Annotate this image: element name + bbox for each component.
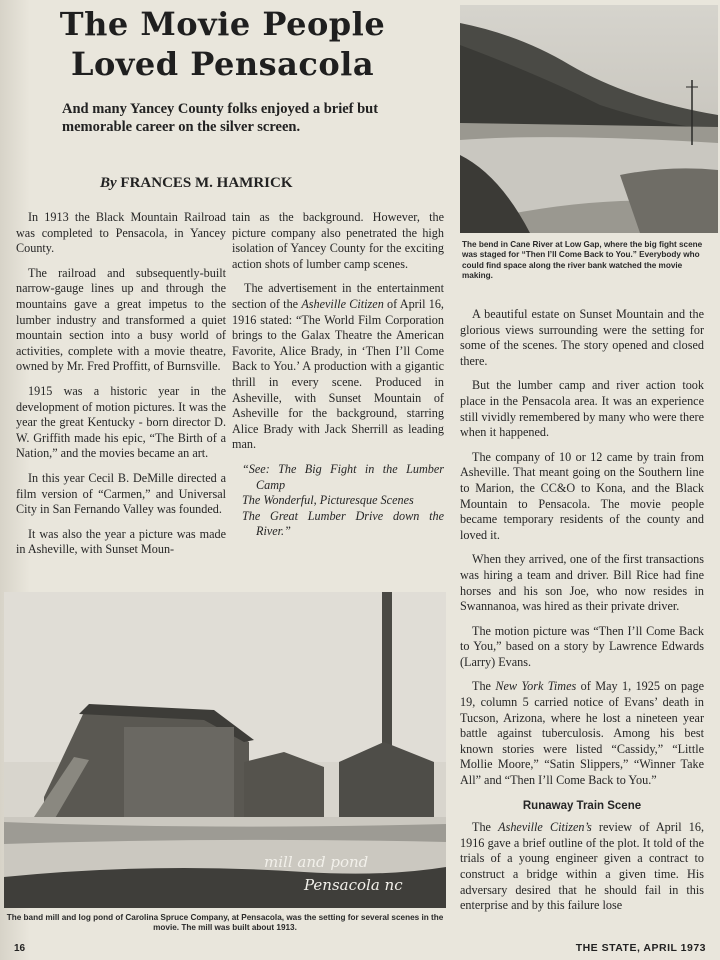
- paragraph: In 1913 the Black Mountain Railroad was completed to Pensacola, in Yancey County.: [16, 210, 226, 256]
- text-column-1: [16, 210, 226, 567]
- advertisement-quote: [242, 462, 444, 540]
- title-line-1: The Movie People: [59, 5, 386, 43]
- byline: [100, 175, 400, 192]
- photo-inscription-2: Pensacola nc: [304, 876, 403, 894]
- text-column-2: [232, 210, 444, 540]
- paragraph: The advertisement in the entertainment section of the Asheville Citizen of April 16, 1916 stated: “The World Film Corporation brings to the Galax Theatre the American Favorite, Alice Brady, in ‘Then I’ll Come Back to You.’ A production with a gigantic thrill in every scene. Produced in Asheville, with Sunset Mountain of Asheville for the background, starring Alice Brady with Jack Sherrill as leading man.: [232, 281, 444, 452]
- text-column-3: [460, 307, 704, 923]
- paragraph: 1915 was a historic year in the development of motion pictures. It was the year the great Kentucky - born director D. W. Griffith made his epic, “The Birth of a Nation,” and the movies became an art.: [16, 383, 226, 461]
- publication-name: Asheville Citizen’s: [498, 820, 592, 835]
- paragraph: The railroad and subsequently-built narrow-gauge lines up and through the mountains gave a great impetus to the lumber industry and transformed a quiet mountain section into a busy world of activities, complete with a movie theatre, owned by Mr. Fred Proffitt, of Burnsville.: [16, 265, 226, 374]
- section-heading: Runaway Train Scene: [522, 799, 642, 812]
- magazine-issue: THE STATE, APRIL 1973: [575, 942, 706, 954]
- publication-name: New York Times: [495, 679, 577, 694]
- quote-line: The Wonderful, Picturesque Scenes: [242, 493, 414, 508]
- article-title: [30, 4, 415, 84]
- paragraph: The company of 10 or 12 came by train from Asheville. That meant going on the Southern line to Marion, the CC&O to Kona, and the Black Mountain to Pensacola. The movie people became temporary residents of the county and loved it.: [460, 449, 704, 542]
- photo-caption-top: The bend in Cane River at Low Gap, where the big fight scene was staged for “Then I’ll Come Back to You.” Everybody who could find space along the river bank watched the movie making.: [462, 240, 703, 280]
- paragraph: tain as the background. However, the picture company also penetrated the high isolation of Yancey County for the exciting action shots of lumber camp scenes.: [232, 210, 444, 271]
- article-subtitle: And many Yancey County folks enjoyed a brief but memorable career on the silver screen.: [62, 101, 379, 135]
- mill-photo-illustration: [4, 592, 446, 908]
- photo-inscription-1: mill and pond: [264, 853, 369, 871]
- publication-name: Asheville Citizen: [301, 296, 384, 311]
- paragraph: In this year Cecil B. DeMille directed a film version of “Carmen,” and Universal City in San Fernando Valley was founded.: [16, 470, 226, 517]
- paragraph: It was also the year a picture was made in Asheville, with Sunset Moun-: [16, 526, 226, 557]
- paragraph: The motion picture was “Then I’ll Come Back to You,” based on a story by Lawrence Edwards (Larry) Evans.: [460, 623, 704, 669]
- paragraph: But the lumber camp and river action took place in the Pensacola area. It was an experience still vividly remembered by many who were there when it happened.: [460, 378, 704, 440]
- paragraph: A beautiful estate on Sunset Mountain and the glorious views surrounding were the setting for some of the scenes. The story opened and closed there.: [460, 307, 704, 368]
- title-line-2: Loved Pensacola: [70, 45, 375, 83]
- photo-cane-river: [460, 5, 718, 233]
- quote-line: “See: The Big Fight in the Lumber Camp: [242, 461, 444, 492]
- byline-author: FRANCES M. HAMRICK: [120, 175, 293, 191]
- quote-line: The Great Lumber Drive down the River.”: [242, 508, 444, 539]
- photo-caption-bottom: The band mill and log pond of Carolina Spruce Company, at Pensacola, was the setting for several scenes in the movie. The mill was built about 1913.: [6, 913, 444, 933]
- byline-prefix: By: [100, 175, 117, 191]
- river-photo-illustration: [460, 5, 718, 233]
- page-number: 16: [14, 943, 26, 954]
- paragraph: When they arrived, one of the first transactions was hiring a team and driver. Bill Rice had fine horses and his son Joe, who now resides in Swannanoa, was hired as their private driver.: [460, 552, 704, 614]
- photo-band-mill: [4, 592, 446, 908]
- paragraph: The Asheville Citizen’s review of April 16, 1916 gave a brief outline of the plot. It told of the trials of a young engineer given a contract to construct a bridge within a given time. His adversary desired that he should fail in this enterprise and by this failure lose: [460, 820, 704, 913]
- paragraph: The New York Times of May 1, 1925 on page 19, column 5 carried notice of Evans’ death in Tucson, Arizona, where he lost a nineteen year battle against tuberculosis. Among his best known stories were listed “Cassidy,” “Little Mollie Moore,” “Satin Slippers,” “Winner Take All” and “Then I’ll Come Back to You.”: [460, 679, 704, 788]
